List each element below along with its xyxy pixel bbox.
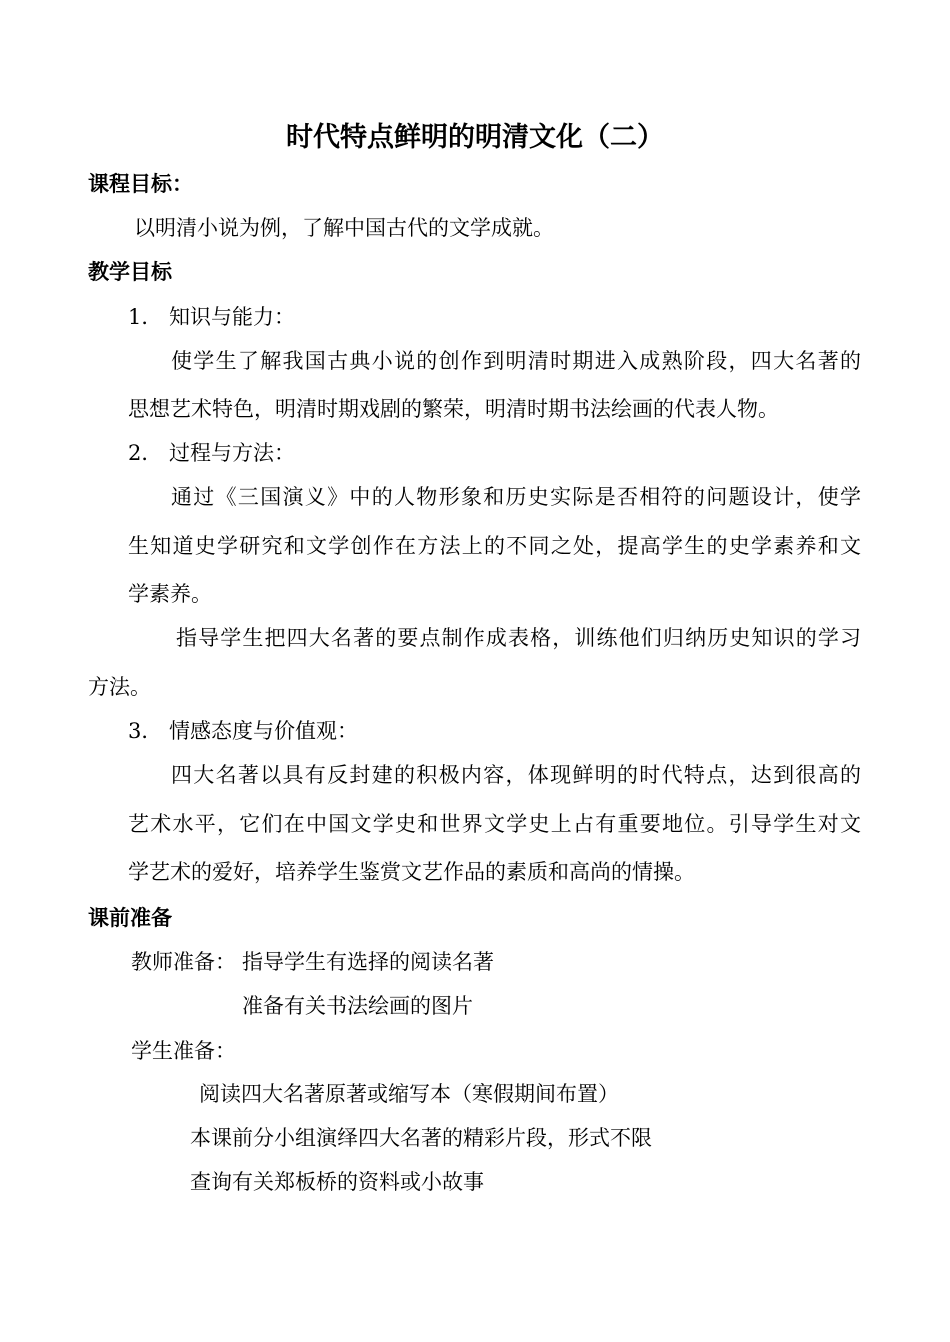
item2-line4: 指导学生把四大名著的要点制作成表格，训练他们归纳历史知识的学习 — [176, 626, 861, 650]
teacher-prep-label: 教师准备： — [131, 950, 236, 974]
item3-line3: 学艺术的爱好，培养学生鉴赏文艺作品的素质和高尚的情操。 — [128, 860, 695, 884]
student-prep-item1: 阅读四大名著原著或缩写本（寒假期间布置） — [199, 1082, 619, 1106]
item2-line5: 方法。 — [88, 675, 151, 699]
item1-line2: 思想艺术特色，明清时期戏剧的繁荣，明清时期书法绘画的代表人物。 — [128, 397, 779, 421]
item2-line2: 生知道史学研究和文学创作在方法上的不同之处，提高学生的史学素养和文 — [128, 534, 861, 558]
item1-line1: 使学生了解我国古典小说的创作到明清时期进入成熟阶段，四大名著的 — [171, 349, 861, 373]
student-prep-item3: 查询有关郑板桥的资料或小故事 — [190, 1170, 484, 1194]
page-title: 时代特点鲜明的明清文化（二） — [286, 122, 664, 153]
item3-label: 3． 情感态度与价值观： — [128, 719, 359, 743]
item3-line1: 四大名著以具有反封建的积极内容，体现鲜明的时代特点，达到很高的 — [171, 763, 861, 787]
item1-label: 1． 知识与能力： — [128, 305, 296, 329]
student-prep-item2: 本课前分小组演绎四大名著的精彩片段，形式不限 — [190, 1126, 652, 1150]
item3-line2: 艺术水平，它们在中国文学史和世界文学史上占有重要地位。引导学生对文 — [128, 812, 861, 836]
item2-line1: 通过《三国演义》中的人物形象和历史实际是否相符的问题设计，使学 — [171, 485, 861, 509]
item2-label: 2． 过程与方法： — [128, 441, 296, 465]
student-prep-label: 学生准备： — [131, 1039, 236, 1063]
teaching-goals-heading: 教学目标 — [88, 260, 172, 284]
item2-line3: 学素养。 — [128, 582, 212, 606]
preparation-heading: 课前准备 — [88, 906, 172, 930]
teacher-prep-item2: 准备有关书法绘画的图片 — [242, 994, 473, 1018]
course-goal-heading: 课程目标： — [88, 172, 193, 196]
teacher-prep-item1: 指导学生有选择的阅读名著 — [242, 950, 494, 974]
course-goal-text: 以明清小说为例，了解中国古代的文学成就。 — [134, 216, 554, 240]
